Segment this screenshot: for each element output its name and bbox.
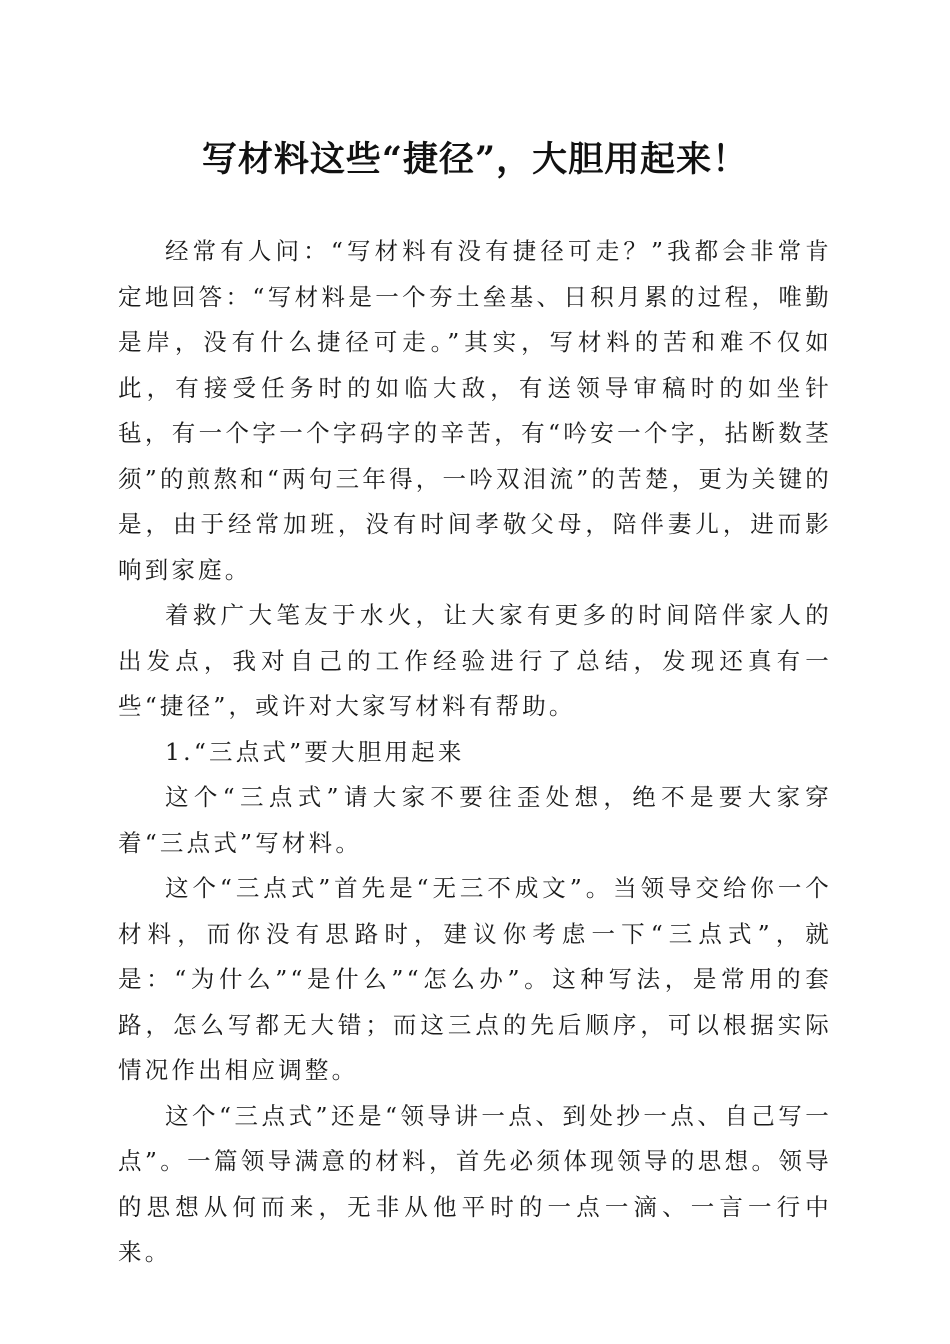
paragraph-1: 经常有人问：“写材料有没有捷径可走？”我都会非常肯定地回答：“写材料是一个夯土垒基、日积月累的过程，唯勤是岸，没有什么捷径可走。”其实，写材料的苦和难不仅如此，有接受任务时的如临大敌，有送领导审稿时的如坐针毡，有一个字一个字码字的辛苦，有“吟安一个字，拈断数茎须”的煎熬和“两句三年得，一吟双泪流”的苦楚，更为关键的是，由于经常加班，没有时间孝敬父母，陪伴妻儿，进而影响到家庭。 <box>118 237 832 584</box>
paragraph-3: 这个“三点式”请大家不要往歪处想，绝不是要大家穿着“三点式”写材料。 <box>118 783 832 857</box>
paragraph-5: 这个“三点式”还是“领导讲一点、到处抄一点、自己写一点”。一篇领导满意的材料，首先必须体现领导的思想。领导的思想从何而来，无非从他平时的一点一滴、一言一行中来。 <box>118 1101 832 1266</box>
section-heading-1: 1.“三点式”要大胆用起来 <box>165 737 465 766</box>
document-body <box>118 229 832 1276</box>
document-title: 写材料这些“捷径”，大胆用起来！ <box>201 139 749 180</box>
paragraph-4: 这个“三点式”首先是“无三不成文”。当领导交给你一个材料，而你没有思路时，建议你考虑一下“三点式”，就是：“为什么”“是什么”“怎么办”。这种写法，是常用的套路，怎么写都无大错；而这三点的先后顺序，可以根据实际情况作出相应调整。 <box>118 874 832 1084</box>
paragraph-2: 着救广大笔友于水火，让大家有更多的时间陪伴家人的出发点，我对自己的工作经验进行了总结，发现还真有一些“捷径”，或许对大家写材料有帮助。 <box>118 601 832 720</box>
